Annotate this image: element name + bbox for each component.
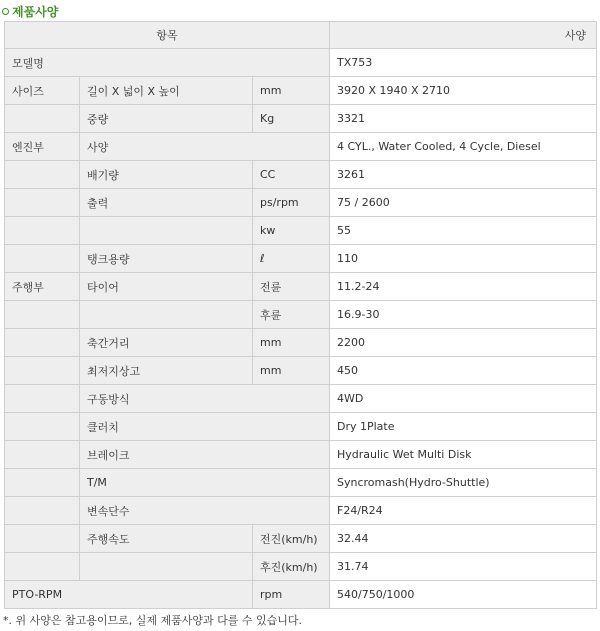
- row-sub-label-empty: [80, 217, 253, 245]
- table-row: [5, 441, 597, 469]
- row-value: 31.74: [330, 553, 597, 581]
- row-value: 3261: [330, 161, 597, 189]
- row-unit: 전륜: [253, 273, 330, 301]
- row-label: 모델명: [5, 49, 330, 77]
- row-value: 4 CYL., Water Cooled, 4 Cycle, Diesel: [330, 133, 597, 161]
- row-unit: 후륜: [253, 301, 330, 329]
- row-value: Hydraulic Wet Multi Disk: [330, 441, 597, 469]
- bullet-circle-icon: [2, 8, 9, 15]
- group-label-empty: [5, 525, 80, 553]
- section-title: [2, 2, 58, 20]
- row-value: 16.9-30: [330, 301, 597, 329]
- table-row: [5, 133, 597, 161]
- row-unit: Kg: [253, 105, 330, 133]
- table-row: [5, 525, 597, 553]
- group-label-empty: [5, 189, 80, 217]
- row-value: Dry 1Plate: [330, 413, 597, 441]
- group-label-empty: [5, 161, 80, 189]
- table-row: [5, 497, 597, 525]
- row-sub-label: 브레이크: [80, 441, 330, 469]
- header-item: 항목: [5, 22, 330, 49]
- table-row: [5, 273, 597, 301]
- table-row: [5, 469, 597, 497]
- group-label-empty: [5, 553, 80, 581]
- group-label: 사이즈: [5, 77, 80, 105]
- row-sub-label: 클러치: [80, 413, 330, 441]
- group-label-empty: [5, 441, 80, 469]
- table-row: [5, 581, 597, 609]
- table-row: [5, 217, 597, 245]
- row-sub-label: 사양: [80, 133, 330, 161]
- row-sub-label: 탱크용량: [80, 245, 253, 273]
- row-unit: ps/rpm: [253, 189, 330, 217]
- table-row: [5, 161, 597, 189]
- row-value: 110: [330, 245, 597, 273]
- row-sub-label: 중량: [80, 105, 253, 133]
- row-value: 11.2-24: [330, 273, 597, 301]
- row-sub-label: 출력: [80, 189, 253, 217]
- group-label-empty: [5, 469, 80, 497]
- row-value: 2200: [330, 329, 597, 357]
- group-label: 주행부: [5, 273, 80, 301]
- row-unit: mm: [253, 357, 330, 385]
- group-label-empty: [5, 329, 80, 357]
- row-value: 75 / 2600: [330, 189, 597, 217]
- group-label-empty: [5, 105, 80, 133]
- row-sub-label: 타이어: [80, 273, 253, 301]
- header-spec: 사양: [330, 22, 597, 49]
- row-value: 450: [330, 357, 597, 385]
- row-sub-label: 최저지상고: [80, 357, 253, 385]
- group-label-empty: [5, 497, 80, 525]
- row-unit: 전진(km/h): [253, 525, 330, 553]
- spec-table: [4, 21, 597, 609]
- row-unit: rpm: [253, 581, 330, 609]
- group-label-empty: [5, 217, 80, 245]
- group-label: 엔진부: [5, 133, 80, 161]
- row-sub-label-empty: [80, 553, 253, 581]
- row-label: PTO-RPM: [5, 581, 253, 609]
- table-row: [5, 385, 597, 413]
- row-value: 55: [330, 217, 597, 245]
- section-title-text: 제품사양: [12, 4, 59, 19]
- table-header-row: [5, 22, 597, 49]
- row-value: 32.44: [330, 525, 597, 553]
- group-label-empty: [5, 385, 80, 413]
- row-sub-label: 구동방식: [80, 385, 330, 413]
- row-value: Syncromash(Hydro-Shuttle): [330, 469, 597, 497]
- row-sub-label: 변속단수: [80, 497, 330, 525]
- row-unit: mm: [253, 329, 330, 357]
- row-value: TX753: [330, 49, 597, 77]
- table-row: [5, 245, 597, 273]
- group-label-empty: [5, 245, 80, 273]
- row-unit: kw: [253, 217, 330, 245]
- row-unit: ℓ: [253, 245, 330, 273]
- row-value: F24/R24: [330, 497, 597, 525]
- table-row: [5, 301, 597, 329]
- row-sub-label: 배기량: [80, 161, 253, 189]
- row-unit: mm: [253, 77, 330, 105]
- row-value: 4WD: [330, 385, 597, 413]
- table-row: [5, 77, 597, 105]
- row-sub-label-empty: [80, 301, 253, 329]
- row-sub-label: T/M: [80, 469, 330, 497]
- row-sub-label: 주행속도: [80, 525, 253, 553]
- group-label-empty: [5, 357, 80, 385]
- table-row: [5, 189, 597, 217]
- table-row: [5, 49, 597, 77]
- group-label-empty: [5, 301, 80, 329]
- row-sub-label: 길이 X 넓이 X 높이: [80, 77, 253, 105]
- row-value: 3920 X 1940 X 2710: [330, 77, 597, 105]
- table-row: [5, 413, 597, 441]
- table-row: [5, 553, 597, 581]
- row-sub-label: 축간거리: [80, 329, 253, 357]
- row-unit: CC: [253, 161, 330, 189]
- table-row: [5, 329, 597, 357]
- row-value: 3321: [330, 105, 597, 133]
- row-value: 540/750/1000: [330, 581, 597, 609]
- row-unit: 후진(km/h): [253, 553, 330, 581]
- group-label-empty: [5, 413, 80, 441]
- table-row: [5, 105, 597, 133]
- table-row: [5, 357, 597, 385]
- footnote: *. 위 사양은 참고용이므로, 실제 제품사양과 다를 수 있습니다.: [3, 614, 302, 627]
